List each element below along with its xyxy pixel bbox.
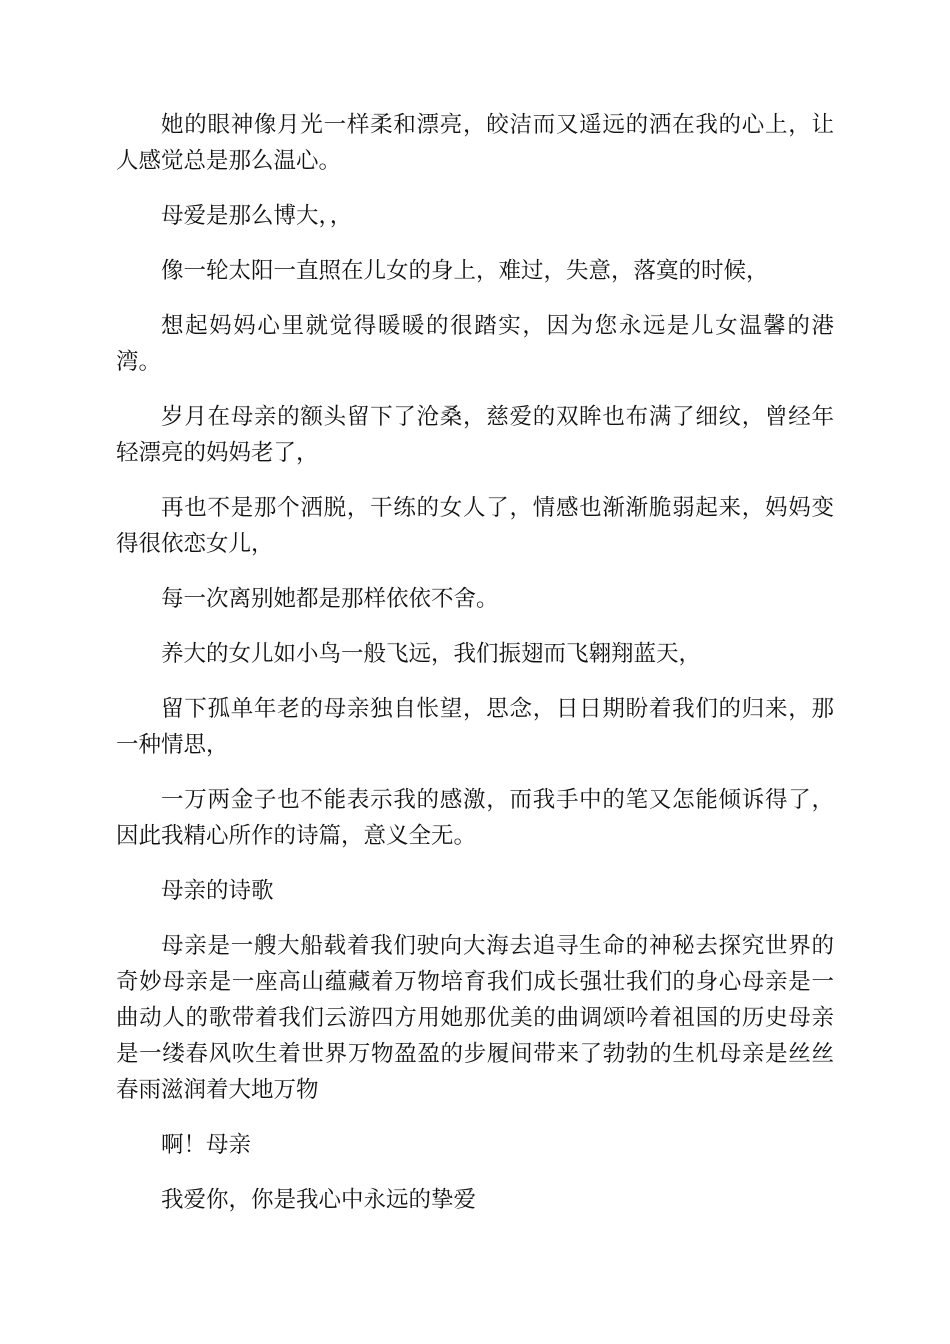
paragraph: 想起妈妈心里就觉得暖暖的很踏实，因为您永远是儿女温馨的港湾。 [116,313,834,375]
paragraph: 她的眼神像月光一样柔和漂亮，皎洁而又遥远的洒在我的心上，让人感觉总是那么温心。 [116,112,834,174]
paragraph: 再也不是那个洒脱，干练的女人了，情感也渐渐脆弱起来，妈妈变得很依恋女儿， [116,495,834,557]
paragraph: 岁月在母亲的额头留下了沧桑，慈爱的双眸也布满了细纹，曾经年轻漂亮的妈妈老了， [116,404,834,466]
paragraph: 啊！母亲 [161,1132,252,1158]
paragraph: 一万两金子也不能表示我的感激，而我手中的笔又怎能倾诉得了，因此我精心所作的诗篇，意义全无。 [116,787,834,849]
paragraph: 母爱是那么博大，， [161,203,353,229]
section-heading: 母亲的诗歌 [161,878,274,904]
paragraph: 留下孤单年老的母亲独自怅望，思念，日日期盼着我们的归来，那一种情思， [116,696,834,758]
paragraph: 我爱你，你是我心中永远的挚爱 [161,1187,477,1213]
paragraph: 像一轮太阳一直照在儿女的身上，难过，失意，落寞的时候， [161,258,769,284]
paragraph: 养大的女儿如小鸟一般飞远，我们振翅而飞翱翔蓝天， [161,641,702,667]
document-body [116,107,834,1237]
paragraph: 母亲是一艘大船载着我们驶向大海去追寻生命的神秘去探究世界的奇妙母亲是一座高山蕴藏着万物培育我们成长强壮我们的身心母亲是一曲动人的歌带着我们云游四方用她那优美的曲调颂吟着祖国的历史母亲是一缕春风吹生着世界万物盈盈的步履间带来了勃勃的生机母亲是丝丝春雨滋润着大地万物 [116,933,834,1103]
paragraph: 每一次离别她都是那样依依不舍。 [161,586,499,612]
